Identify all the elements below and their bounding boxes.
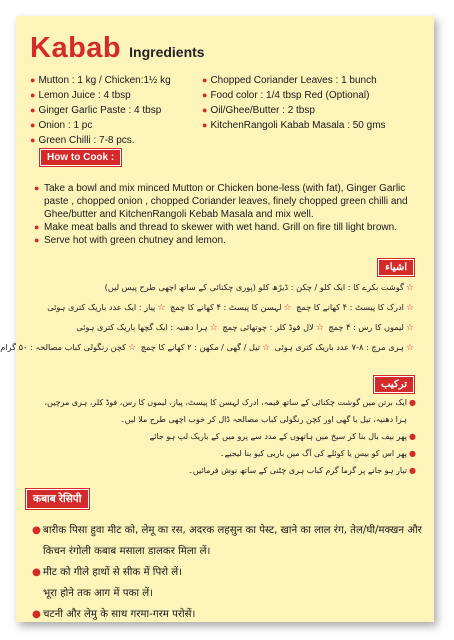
bullet-icon: ● [30, 105, 36, 115]
bullet-icon: ● [202, 120, 208, 130]
how-to-cook-label: How to Cook : [40, 149, 121, 166]
star-icon: ☆ [283, 303, 292, 313]
hindi-step-text: मीट को गीले हाथों से सीक में पिरो लें। [43, 567, 183, 578]
bullet-icon: ● [30, 90, 36, 100]
ingredient-text: Chopped Coriander Leaves : 1 bunch [210, 75, 377, 86]
bullet-icon: ● [202, 105, 208, 115]
star-icon: ☆ [405, 343, 414, 353]
urdu-ingredient-text: کچن رنگولی کباب مصالحہ : ۵۰ گرام [0, 342, 127, 352]
bullet-icon: ● [32, 609, 41, 620]
urdu-ingredient-text: لال فوڈ کلر : چوتھائی چمچ [222, 322, 314, 332]
ingredients-left-column [30, 73, 171, 148]
ingredient-item [202, 118, 386, 133]
ingredient-text: Onion : 1 pc [38, 120, 93, 131]
recipe-card [0, 16, 434, 622]
star-icon: ☆ [405, 283, 414, 293]
english-step [34, 182, 426, 221]
bullet-icon: ● [202, 75, 208, 85]
ingredient-item [202, 88, 386, 103]
hindi-step [32, 562, 426, 583]
bullet-icon: ● [34, 235, 40, 245]
ingredient-item [30, 73, 171, 88]
bullet-icon: ● [409, 432, 416, 441]
bullet-icon: ● [202, 90, 208, 100]
ingredients-right-column [202, 73, 386, 133]
ingredient-text: Green Chilli : 7-8 pcs. [38, 135, 135, 146]
urdu-steps [36, 394, 416, 479]
urdu-step [36, 428, 416, 445]
hindi-steps [32, 520, 426, 625]
recipe-title: Kabab [30, 32, 122, 64]
bullet-icon: ● [32, 567, 41, 578]
hindi-step [32, 583, 426, 604]
ingredient-text: Lemon Juice : 4 tbsp [38, 90, 131, 101]
urdu-ingredient-row [0, 338, 416, 358]
urdu-ingredient-row [36, 298, 416, 318]
ingredient-item [202, 73, 386, 88]
bullet-icon: ● [34, 222, 40, 232]
ingredient-item [30, 133, 171, 148]
urdu-step-text: تیار ہو جانے پر گرما گرم کباب ہری چٹنی کے ساتھ نوش فرمائیں۔ [188, 466, 407, 475]
english-step [34, 234, 426, 247]
star-icon: ☆ [405, 303, 414, 313]
hindi-step-text: भूरा होने तक आग में पका लें। [43, 588, 153, 599]
hindi-step [32, 604, 426, 625]
ingredients-heading: Ingredients [129, 44, 205, 60]
bullet-icon: ● [30, 75, 36, 85]
bullet-icon: ● [409, 449, 416, 458]
step-text: Take a bowl and mix minced Mutton or Chicken bone-less (with fat), Ginger Garlic paste , chopped onion , chopped Coriander leaves, finely chopped green chilli and Ghee/butter and KitchenRangoli Kebab Masala and mix well. [44, 183, 408, 220]
ingredient-text: KitchenRangoli Kabab Masala : 50 gms [210, 120, 386, 131]
hindi-step-text: चटनी और लेमु के साथ गरमा-गरम परोसें। [43, 609, 196, 620]
step-text: Serve hot with green chutney and lemon. [44, 235, 226, 246]
hindi-step-text: बारीक पिसा हुवा मीट को, लेमू का रस, अदरक लहसुन का पेस्ट, खाने का लाल रंग, तेल/घी/मक्खन और किचन रंगोली कबाब मसाला डालकर मिला लें। [43, 525, 422, 557]
urdu-ingredient-text: ادرک کا پیسٹ : ۴ کھانے کا چمچ [296, 302, 404, 312]
ingredient-item [30, 103, 171, 118]
urdu-ingredients [0, 278, 416, 358]
hindi-step [32, 520, 426, 562]
star-icon: ☆ [405, 323, 414, 333]
urdu-step-text: ایک برتن میں گوشت چکنائی کے ساتھ قیمہ، ادرک لہسن کا پیسٹ، پیاز، لیموں کا رس، فوڈ کلر، ہری مرچیں، ہرا دھنیہ، تیل یا گھی اور کچن رنگولی کباب مصالحہ ڈال کر خوب اچھی طرح ملا لیں۔ [44, 398, 407, 424]
star-icon: ☆ [157, 303, 166, 313]
urdu-steps-label: ترکیب [374, 376, 414, 393]
urdu-ingredient-text: لہسن کا پیسٹ : ۴ کھانے کا چمچ [170, 302, 282, 312]
bullet-icon: ● [409, 398, 416, 407]
urdu-step [36, 462, 416, 479]
urdu-ingredient-text: گوشت بکرے کا : ایک کلو / چکن : ڈیڑھ کلو (پوری چکنائی کے ساتھ اچھی طرح پیس لیں) [104, 282, 404, 292]
urdu-ingredient-text: تیل / گھی / مکھن : ۲ کھانے کا چمچ [140, 342, 260, 352]
bullet-icon: ● [30, 120, 36, 130]
star-icon: ☆ [209, 323, 218, 333]
urdu-ingredients-label: اشیاء [378, 259, 414, 276]
english-steps [34, 182, 426, 247]
ingredient-text: Food color : 1/4 tbsp Red (Optional) [210, 90, 370, 101]
ingredient-text: Mutton : 1 kg / Chicken:1½ kg [38, 75, 171, 86]
step-text: Make meat balls and thread to skewer with wet hand. Grill on fire till light brown. [44, 222, 397, 233]
hindi-recipe-label: कबाब रेसिपी [26, 489, 89, 509]
bullet-icon: ● [34, 183, 40, 193]
bullet-icon: ● [32, 525, 41, 536]
ingredient-item [30, 118, 171, 133]
urdu-ingredient-text: لیموں کا رس : ۴ چمچ [328, 322, 404, 332]
urdu-ingredient-row [36, 278, 416, 298]
ingredient-text: Oil/Ghee/Butter : 2 tbsp [210, 105, 315, 116]
star-icon: ☆ [261, 343, 271, 353]
urdu-step [36, 445, 416, 462]
urdu-step [36, 394, 416, 428]
ingredient-item [30, 88, 171, 103]
urdu-ingredient-text: ہری مرچ : ۸-۷ عدد باریک کتری ہوئی [274, 342, 404, 352]
english-step [34, 221, 426, 234]
bullet-icon: ● [30, 135, 36, 145]
star-icon: ☆ [128, 343, 137, 353]
urdu-ingredient-text: پیاز : ایک عدد باریک کتری ہوئی [47, 302, 156, 312]
urdu-step-text: پھر بیف بال بنا کر سیخ میں ہاتھوں کے مدد سے پرو میں کے باریک لپ ہو جائے [149, 432, 407, 441]
ingredient-item [202, 103, 386, 118]
title-row [30, 32, 205, 65]
star-icon: ☆ [315, 323, 324, 333]
urdu-ingredient-text: ہرا دھنیہ : ایک گچھا باریک کتری ہوئی [76, 322, 208, 332]
bullet-icon: ● [409, 466, 416, 475]
ingredient-text: Ginger Garlic Paste : 4 tbsp [38, 105, 162, 116]
urdu-ingredient-row [36, 318, 416, 338]
bullet-icon [32, 583, 43, 604]
urdu-step-text: پھر اس کو بیس یا کوئلے کی آگ میں باربی کیو بنا لیجیے۔ [219, 449, 407, 458]
